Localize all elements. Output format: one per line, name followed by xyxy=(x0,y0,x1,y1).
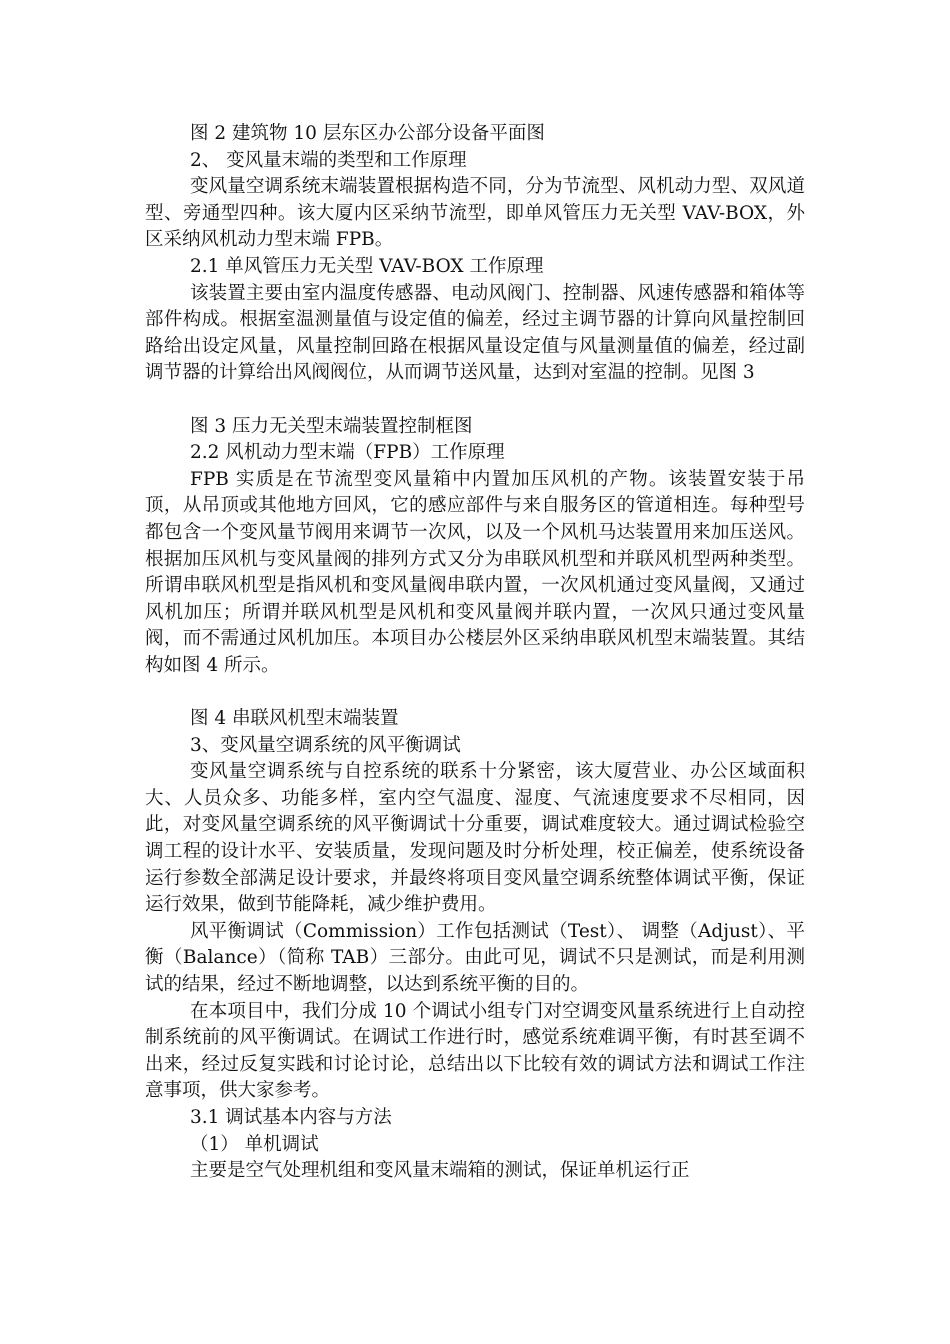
figure-4-caption: 图 4 串联风机型末端装置 xyxy=(190,708,399,730)
section-3-heading: 3、变风量空调系统的风平衡调试 xyxy=(190,734,461,756)
paragraph-vav-box: 该装置主要由室内温度传感器、电动风阀门、控制器、风速传感器和箱体等部件构成。根据室温测量值与设定值的偏差，经过主调节器的计算向风量控制回路给出设定风量，风量控制回路在根据风量设定值与风量测量值的偏差，经过副调节器的计算给出风阀阀位，从而调节送风量，达到对室温的控制。见图 3 xyxy=(145,282,805,384)
section-2-2-heading: 2.2 风机动力型末端（FPB）工作原理 xyxy=(190,442,505,464)
figure-2-caption: 图 2 建筑物 10 层东区办公部分设备平面图 xyxy=(190,123,545,144)
paragraph-project: 在本项目中，我们分成 10 个调试小组专门对空调变风量系统进行上自动控制系统前的风平衡调试。在调试工作进行时，感觉系统难调平衡，有时甚至调不出来，经过反复实践和讨论讨论，总结出以下比较有效的调试方法和调试工作注意事项，供大家参考。 xyxy=(145,1000,805,1102)
figure-3-caption: 图 3 压力无关型末端装置控制框图 xyxy=(190,415,473,437)
paragraph-single-unit: 主要是空气处理机组和变风量末端箱的测试，保证单机运行正 xyxy=(190,1160,690,1182)
paragraph-fpb: FPB 实质是在节流型变风量箱中内置加压风机的产物。该装置安装于吊顶，从吊顶或其他地方回风，它的感应部件与来自服务区的管道相连。每种型号都包含一个变风量节阀用来调节一次风，以及一个风机马达装置用来加压送风。根据加压风机与变风量阀的排列方式又分为串联风机型和并联风机型两种类型。所谓串联风机型是指风机和变风量阀串联内置，一次风机通过变风量阀，又通过风机加压；所谓并联风机型是风机和变风量阀并联内置，一次风只通过变风量阀，而不需通过风机加压。本项目办公楼层外区采纳串联风机型末端装置。其结构如图 4 所示。 xyxy=(145,468,805,676)
paragraph-tab: 风平衡调试（Commission）工作包括测试（Test）、 调整（Adjust）、平衡（Balance）（简称 TAB）三部分。由此可见，调试不只是测试，而是利用测试的结果，经过不断地调整，以达到系统平衡的目的。 xyxy=(145,920,805,995)
section-2-1-heading: 2.1 单风管压力无关型 VAV-BOX 工作原理 xyxy=(190,255,544,277)
section-3-1-heading: 3.1 调试基本内容与方法 xyxy=(190,1106,392,1128)
paragraph-terminal-types: 变风量空调系统末端装置根据构造不同，分为节流型、风机动力型、双风道型、旁通型四种。该大厦内区采纳节流型，即单风管压力无关型 VAV-BOX，外区采纳风机动力型末端 FPB。 xyxy=(145,176,805,251)
section-2-heading: 2、 变风量末端的类型和工作原理 xyxy=(190,149,467,171)
figure-4-placeholder xyxy=(145,679,805,706)
paragraph-air-balance: 变风量空调系统与自控系统的联系十分紧密，该大厦营业、办公区域面积大、人员众多、功能多样，室内空气温度、湿度、气流速度要求不尽相同，因此，对变风量空调系统的风平衡调试十分重要，调试难度较大。通过调试检验空调工程的设计水平、安装质量，发现问题及时分析处理，校正偏差，使系统设备运行参数全部满足设计要求，并最终将项目变风量空调系统整体调试平衡，保证运行效果，做到节能降耗，减少维护费用。 xyxy=(145,761,805,916)
document-page xyxy=(145,121,805,1185)
item-1-heading: （1） 单机调试 xyxy=(190,1133,319,1155)
figure-3-placeholder xyxy=(145,387,805,414)
